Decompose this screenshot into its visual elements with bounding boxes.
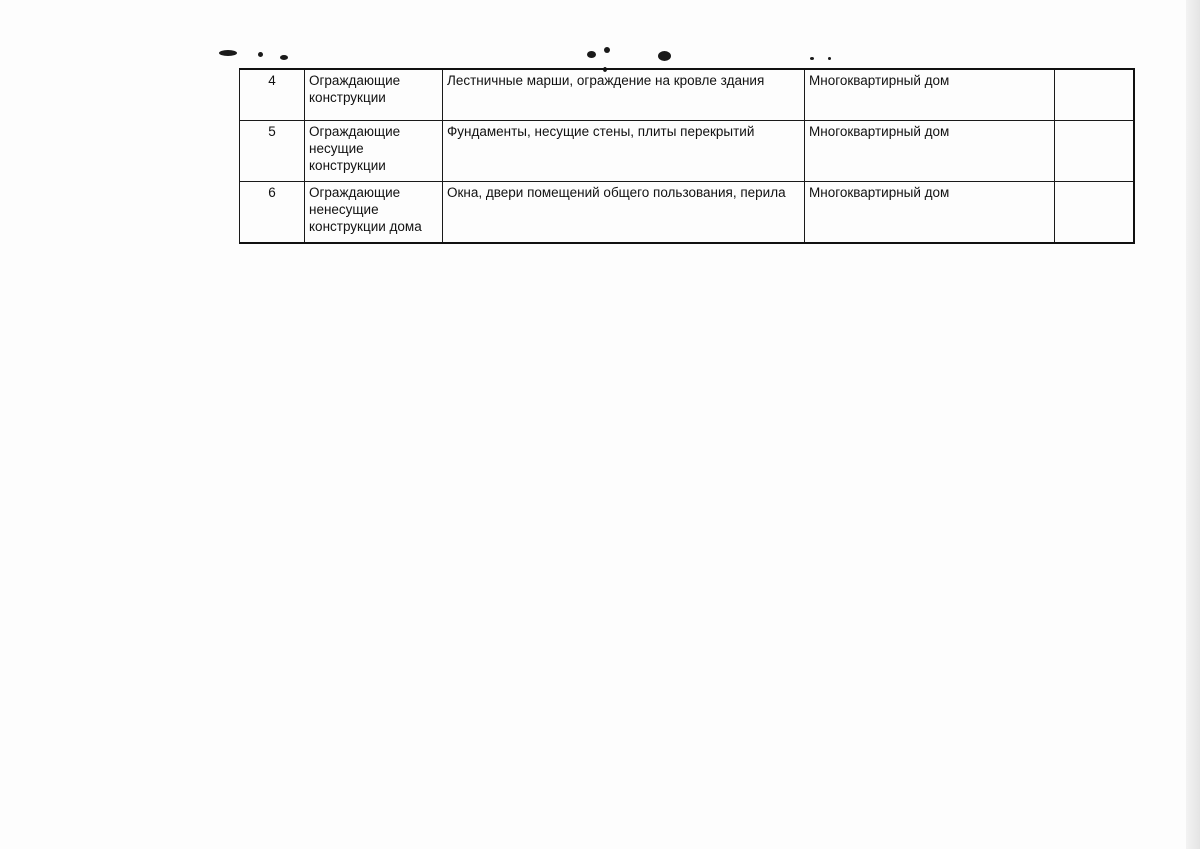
scan-speck: [828, 57, 831, 60]
element-type-cell: Ограждающие несущие конструкции: [305, 120, 443, 181]
note-cell: [1055, 181, 1134, 243]
object-cell: Многоквартирный дом: [805, 120, 1055, 181]
scan-speck: [258, 52, 263, 57]
scan-speck: [280, 55, 288, 60]
scan-speck: [604, 47, 610, 53]
object-cell: Многоквартирный дом: [805, 181, 1055, 243]
scan-speck: [587, 51, 596, 58]
elements-cell: Лестничные марши, ограждение на кровле здания: [443, 69, 805, 120]
row-number: 6: [240, 181, 305, 243]
scan-speck: [658, 51, 671, 61]
table-row: [240, 120, 1134, 181]
note-cell: [1055, 120, 1134, 181]
elements-cell: Фундаменты, несущие стены, плиты перекрытий: [443, 120, 805, 181]
scan-speck: [810, 57, 814, 60]
table-row: [240, 181, 1134, 243]
page-edge-shadow: [1186, 0, 1200, 849]
scan-speck: [219, 50, 237, 56]
note-cell: [1055, 69, 1134, 120]
elements-cell: Окна, двери помещений общего пользования, перила: [443, 181, 805, 243]
object-cell: Многоквартирный дом: [805, 69, 1055, 120]
table-row: [240, 69, 1134, 120]
element-type-cell: Ограждающие конструкции: [305, 69, 443, 120]
elements-table: [239, 68, 1135, 244]
row-number: 4: [240, 69, 305, 120]
row-number: 5: [240, 120, 305, 181]
element-type-cell: Ограждающие ненесущие конструкции дома: [305, 181, 443, 243]
